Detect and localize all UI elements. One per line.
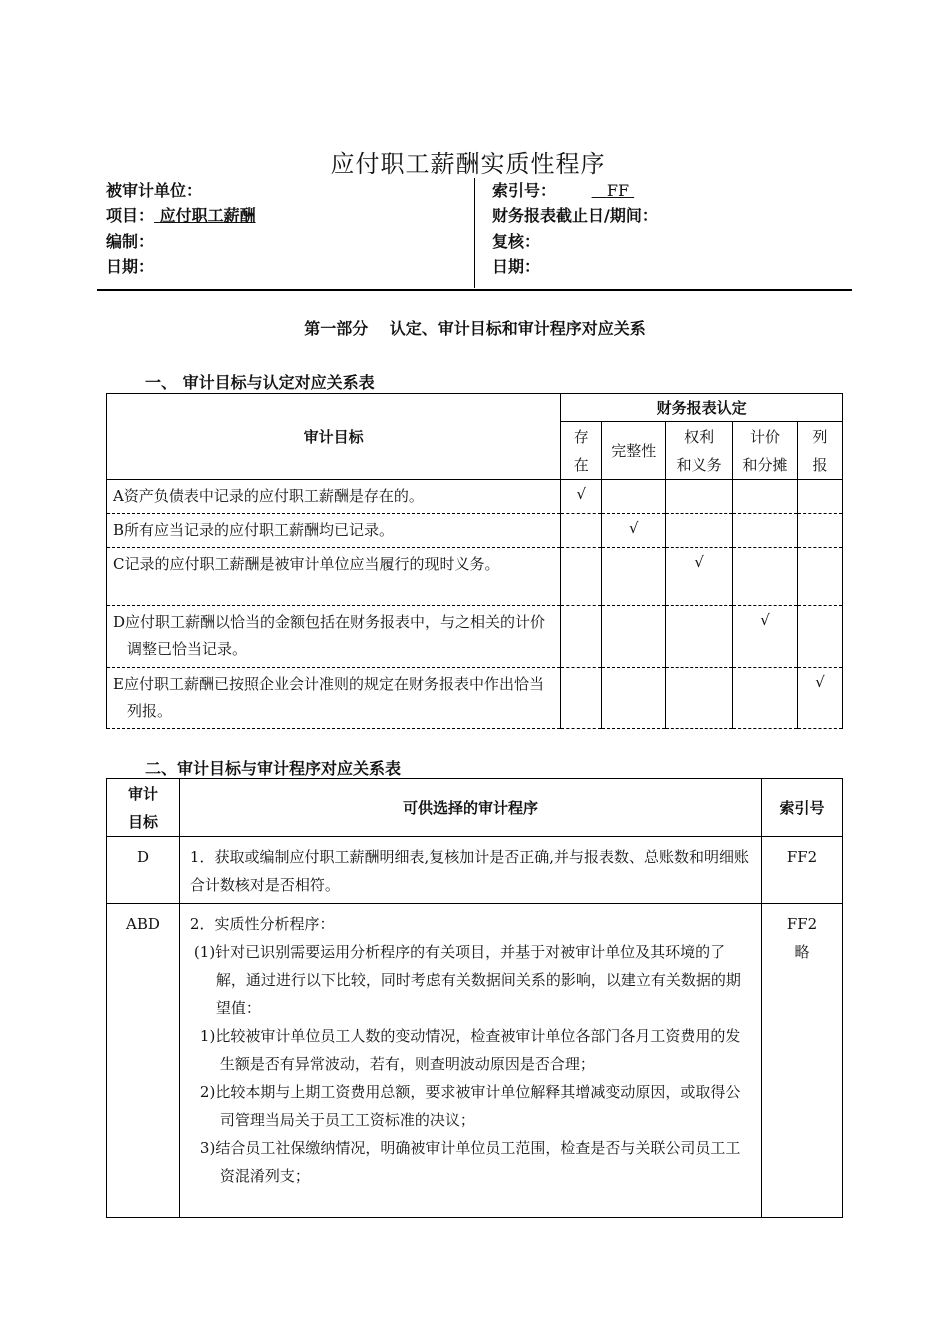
empty-cell <box>798 480 843 514</box>
objective-procedure-table <box>106 778 843 1218</box>
check-cell: √ <box>733 606 798 668</box>
table-row <box>107 548 843 606</box>
project-label: 项目： <box>106 206 155 225</box>
procedure-cell <box>179 837 761 904</box>
col-assertion-group-header: 财务报表认定 <box>561 394 843 422</box>
col-index-header: 索引号 <box>762 779 843 837</box>
empty-cell <box>798 548 843 606</box>
procedure-step-1: 1．获取或编制应付职工薪酬明细表,复核加计是否正确,并与报表数、总账数和明细账合计数核对是否相符。 <box>189 848 750 894</box>
empty-cell <box>666 668 733 729</box>
empty-cell <box>733 514 798 548</box>
objective-text: C记录的应付职工薪酬是被审计单位应当履行的现时义务。 <box>113 555 500 573</box>
empty-cell <box>798 514 843 548</box>
objective-cell <box>107 514 561 548</box>
col-valuation-header: 计价 和分摊 <box>733 422 798 480</box>
index-value <box>592 181 635 200</box>
section-2-title: 二、审计目标与审计程序对应关系表 <box>145 759 402 778</box>
procedure-cell <box>179 904 761 1218</box>
empty-cell <box>602 606 666 668</box>
empty-cell <box>733 548 798 606</box>
project-value-text: 应付职工薪酬 <box>159 206 256 225</box>
objective-cell <box>107 548 561 606</box>
procedure-item: 2)比较本期与上期工资费用总额，要求被审计单位解释其增减变动原因，或取得公司管理当局关于员工工资标准的决议； <box>199 1083 741 1129</box>
part-title: 第一部分 认定、审计目标和审计程序对应关系 <box>304 319 646 338</box>
col-completeness-header: 完整性 <box>602 422 666 480</box>
col-existence-header: 存 在 <box>561 422 602 480</box>
objective-text: E应付职工薪酬已按照企业会计准则的规定在财务报表中作出恰当列报。 <box>113 675 544 720</box>
col-rights-header: 权利 和义务 <box>666 422 733 480</box>
empty-cell <box>666 480 733 514</box>
objective-assertion-table <box>106 393 843 729</box>
objective-text: D应付职工薪酬以恰当的金额包括在财务报表中，与之相关的计价调整已恰当记录。 <box>113 613 546 658</box>
empty-cell <box>733 480 798 514</box>
index-label <box>492 178 634 201</box>
col-objective-header: 审计 目标 <box>107 779 180 837</box>
col-procedure-header: 可供选择的审计程序 <box>179 779 761 837</box>
project-value <box>154 206 256 225</box>
prepared-label: 编制： <box>106 232 155 251</box>
empty-cell <box>602 548 666 606</box>
index-ref-cell <box>762 904 843 1218</box>
review-label: 复核： <box>492 232 541 251</box>
project-row <box>106 203 256 226</box>
header-divider-horizontal <box>97 289 852 291</box>
empty-cell <box>602 480 666 514</box>
table-row <box>107 514 843 548</box>
empty-cell <box>798 606 843 668</box>
procedure-step-2: 2．实质性分析程序： <box>189 915 335 933</box>
empty-cell <box>561 548 602 606</box>
table-row <box>107 606 843 668</box>
audited-unit-label: 被审计单位： <box>106 181 203 200</box>
table-row <box>107 668 843 729</box>
index-ref: FF2 <box>762 837 843 904</box>
empty-cell <box>561 668 602 729</box>
procedure-item: 3)结合员工社保缴纳情况，明确被审计单位员工范围，检查是否与关联公司员工工资混淆列支； <box>199 1139 741 1185</box>
header-divider-vertical <box>474 178 475 288</box>
date-left-label: 日期： <box>106 257 155 276</box>
page-title: 应付职工薪酬实质性程序 <box>330 150 606 178</box>
period-label: 财务报表截止日/期间： <box>492 206 658 225</box>
objective-text: A资产负债表中记录的应付职工薪酬是存在的。 <box>113 487 424 505</box>
objective-cell <box>107 606 561 668</box>
index-ref-omitted: 略 <box>794 943 810 961</box>
date-right-label: 日期： <box>492 257 541 276</box>
empty-cell <box>561 606 602 668</box>
index-value-text: FF <box>606 181 630 200</box>
procedure-substep: (1)针对已识别需要运用分析程序的有关项目，并基于对被审计单位及其环境的了解，通过进行以下比较，同时考虑有关数据间关系的影响，以建立有关数据的期望值： <box>193 943 741 1017</box>
objective-code: ABD <box>107 904 180 1218</box>
objective-code: D <box>107 837 180 904</box>
empty-cell <box>666 514 733 548</box>
check-cell: √ <box>666 548 733 606</box>
check-cell: √ <box>798 668 843 729</box>
index-ref: FF2 <box>786 915 818 933</box>
section-1-title: 一、 审计目标与认定对应关系表 <box>145 373 375 392</box>
index-label-text: 索引号： <box>492 181 557 200</box>
check-cell: √ <box>602 514 666 548</box>
objective-cell <box>107 668 561 729</box>
objective-text: B所有应当记录的应付职工薪酬均已记录。 <box>113 521 395 539</box>
empty-cell <box>666 606 733 668</box>
empty-cell <box>561 514 602 548</box>
col-objective-header: 审计目标 <box>107 394 561 480</box>
check-cell: √ <box>561 480 602 514</box>
table-row <box>107 837 843 904</box>
col-presentation-header: 列 报 <box>798 422 843 480</box>
table-row <box>107 480 843 514</box>
empty-cell <box>602 668 666 729</box>
objective-cell <box>107 480 561 514</box>
table-row <box>107 904 843 1218</box>
procedure-item: 1)比较被审计单位员工人数的变动情况，检查被审计单位各部门各月工资费用的发生额是否有异常波动，若有，则查明波动原因是否合理； <box>199 1027 741 1073</box>
empty-cell <box>733 668 798 729</box>
